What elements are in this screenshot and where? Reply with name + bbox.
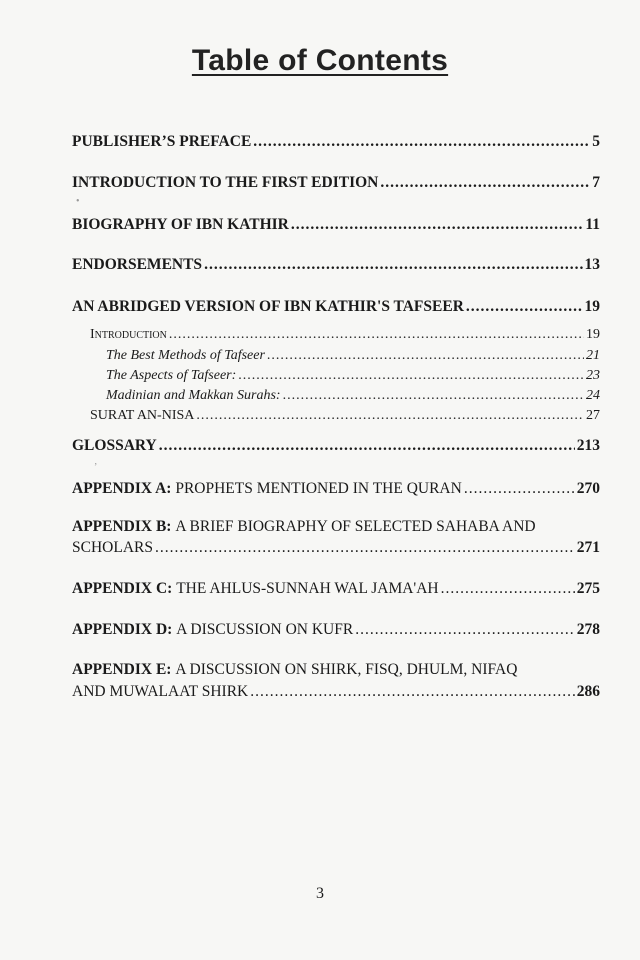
toc-entry-introduction-first-edition (72, 174, 600, 192)
appendix-prefix: APPENDIX E: (72, 661, 172, 678)
toc-entry-appendix-b-line1 (72, 518, 600, 536)
appendix-prefix: APPENDIX B: (72, 518, 172, 535)
scan-speck: ’ (94, 462, 98, 473)
toc-entry-appendix-a (72, 480, 600, 498)
toc-entry-appendix-e (72, 683, 600, 701)
dot-leader (253, 133, 590, 151)
dot-leader (355, 621, 575, 639)
toc-entry-appendix-b (72, 539, 600, 557)
toc-entry-glossary (72, 437, 600, 455)
toc-entry-abridged-version (72, 298, 600, 316)
toc-page-number: 5 (592, 133, 600, 150)
scan-speck: • (76, 196, 80, 207)
toc-page-number: 13 (584, 256, 600, 273)
toc-entry-label: SURAT AN-NISA (90, 408, 195, 423)
toc-page-number: 275 (576, 580, 600, 597)
toc-entry-label: The Best Methods of Tafseer (106, 348, 265, 363)
toc-page-number: 27 (586, 408, 600, 423)
toc-page-number: 271 (576, 539, 600, 556)
dot-leader (250, 683, 575, 701)
dot-leader (441, 580, 575, 598)
appendix-prefix: APPENDIX C: (72, 580, 173, 597)
toc-page-number: 23 (586, 368, 600, 383)
dot-leader (169, 327, 584, 343)
toc-entry-appendix-e-line1 (72, 661, 600, 679)
toc-page-number: 21 (586, 348, 600, 363)
toc-entry-aspects (106, 368, 600, 384)
dot-leader (380, 174, 590, 192)
toc-entry-surat-an-nisa (90, 408, 600, 424)
dot-leader (466, 298, 583, 316)
toc-entry-label: Introduction (90, 327, 167, 342)
toc-entry-publishers-preface (72, 133, 600, 151)
toc-entry-label: INTRODUCTION TO THE FIRST EDITION (72, 174, 379, 191)
dot-leader (204, 256, 582, 274)
appendix-prefix: APPENDIX D: (72, 621, 173, 638)
toc-entry-label: ENDORSEMENTS (72, 256, 203, 273)
toc-entry-label: The Aspects of Tafseer: (106, 368, 237, 383)
toc-entry-label: THE AHLUS-SUNNAH WAL JAMA'AH (176, 580, 439, 597)
toc-entry-label: PROPHETS MENTIONED IN THE QURAN (175, 480, 462, 497)
toc-entry-label: PUBLISHER’S PREFACE (72, 133, 252, 150)
toc-page-number: 11 (585, 216, 600, 233)
dot-leader (283, 388, 584, 404)
toc-entry-label: GLOSSARY (72, 437, 157, 454)
toc-entry-endorsements (72, 256, 600, 274)
toc-entry-label: A DISCUSSION ON KUFR (176, 621, 354, 638)
toc-page-number: 270 (576, 480, 600, 497)
page-number: 3 (316, 885, 324, 902)
dot-leader (196, 408, 584, 424)
toc-entry-label: Madinian and Makkan Surahs: (106, 388, 281, 403)
toc-entry-biography (72, 216, 600, 234)
toc-entry-label: SCHOLARS (72, 539, 153, 556)
dot-leader (267, 348, 584, 364)
toc-entry-appendix-d (72, 621, 600, 639)
toc-entry-label: A BRIEF BIOGRAPHY OF SELECTED SAHABA AND (175, 518, 536, 535)
toc-entry-introduction (90, 327, 600, 343)
toc-entry-best-methods (106, 348, 600, 364)
toc-page-number: 213 (576, 437, 600, 454)
dot-leader (238, 368, 584, 384)
page-title: Table of Contents (191, 44, 449, 77)
dot-leader (464, 480, 575, 498)
toc-page-number: 19 (584, 298, 600, 315)
toc-page-number: 7 (592, 174, 600, 191)
dot-leader (159, 437, 575, 455)
appendix-prefix: APPENDIX A: (72, 480, 172, 497)
toc-entry-appendix-c (72, 580, 600, 598)
toc-entry-label: A DISCUSSION ON SHIRK, FISQ, DHULM, NIFAQ (175, 661, 518, 678)
toc-entry-label: AN ABRIDGED VERSION OF IBN KATHIR'S TAFSEER (72, 298, 464, 315)
toc-page-number: 286 (576, 683, 600, 700)
toc-page-number: 278 (576, 621, 600, 638)
toc-page-number: 19 (586, 327, 600, 342)
toc-entry-label: BIOGRAPHY OF IBN KATHIR (72, 216, 289, 233)
toc-entry-label: AND MUWALAAT SHIRK (72, 683, 249, 700)
toc-page-number: 24 (586, 388, 600, 403)
dot-leader (291, 216, 583, 234)
dot-leader (155, 539, 575, 557)
toc-entry-madinian-makkan (106, 388, 600, 404)
